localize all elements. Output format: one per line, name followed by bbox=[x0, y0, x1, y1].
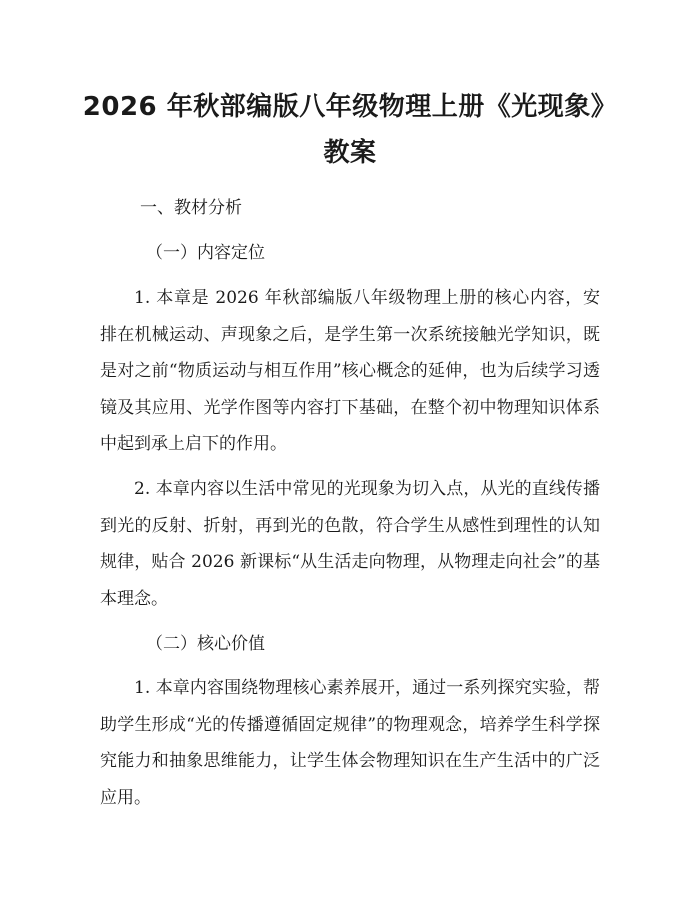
paragraph-content-positioning-1: 1. 本章是 2026 年秋部编版八年级物理上册的核心内容，安排在机械运动、声现象之后，是学生第一次系统接触光学知识，既是对之前“物质运动与相互作用”核心概念的延伸，也为后续学习透镜及其应用、光学作图等内容打下基础，在整个初中物理知识体系中起到承上启下的作用。 bbox=[100, 288, 600, 454]
document-title-line-2: 教案 bbox=[323, 138, 377, 168]
paragraph-content-positioning-2: 2. 本章内容以生活中常见的光现象为切入点，从光的直线传播到光的反射、折射，再到光的色散，符合学生从感性到理性的认知规律，贴合 2026 新课标“从生活走向物理，从物理走向社会”的基本理念。 bbox=[100, 479, 600, 609]
subsection-heading-core-value: （二）核心价值 bbox=[146, 634, 265, 654]
subsection-heading-content-positioning: （一）内容定位 bbox=[146, 243, 265, 263]
paragraph-core-value-1: 1. 本章内容围绕物理核心素养展开，通过一系列探究实验，帮助学生形成“光的传播遵循固定规律”的物理观念，培养学生科学探究能力和抽象思维能力，让学生体会物理知识在生产生活中的广泛应用。 bbox=[100, 678, 600, 808]
section-heading-teaching-material-analysis: 一、教材分析 bbox=[140, 198, 242, 218]
document-title-line-1: 2026 年秋部编版八年级物理上册《光现象》 bbox=[82, 92, 618, 122]
